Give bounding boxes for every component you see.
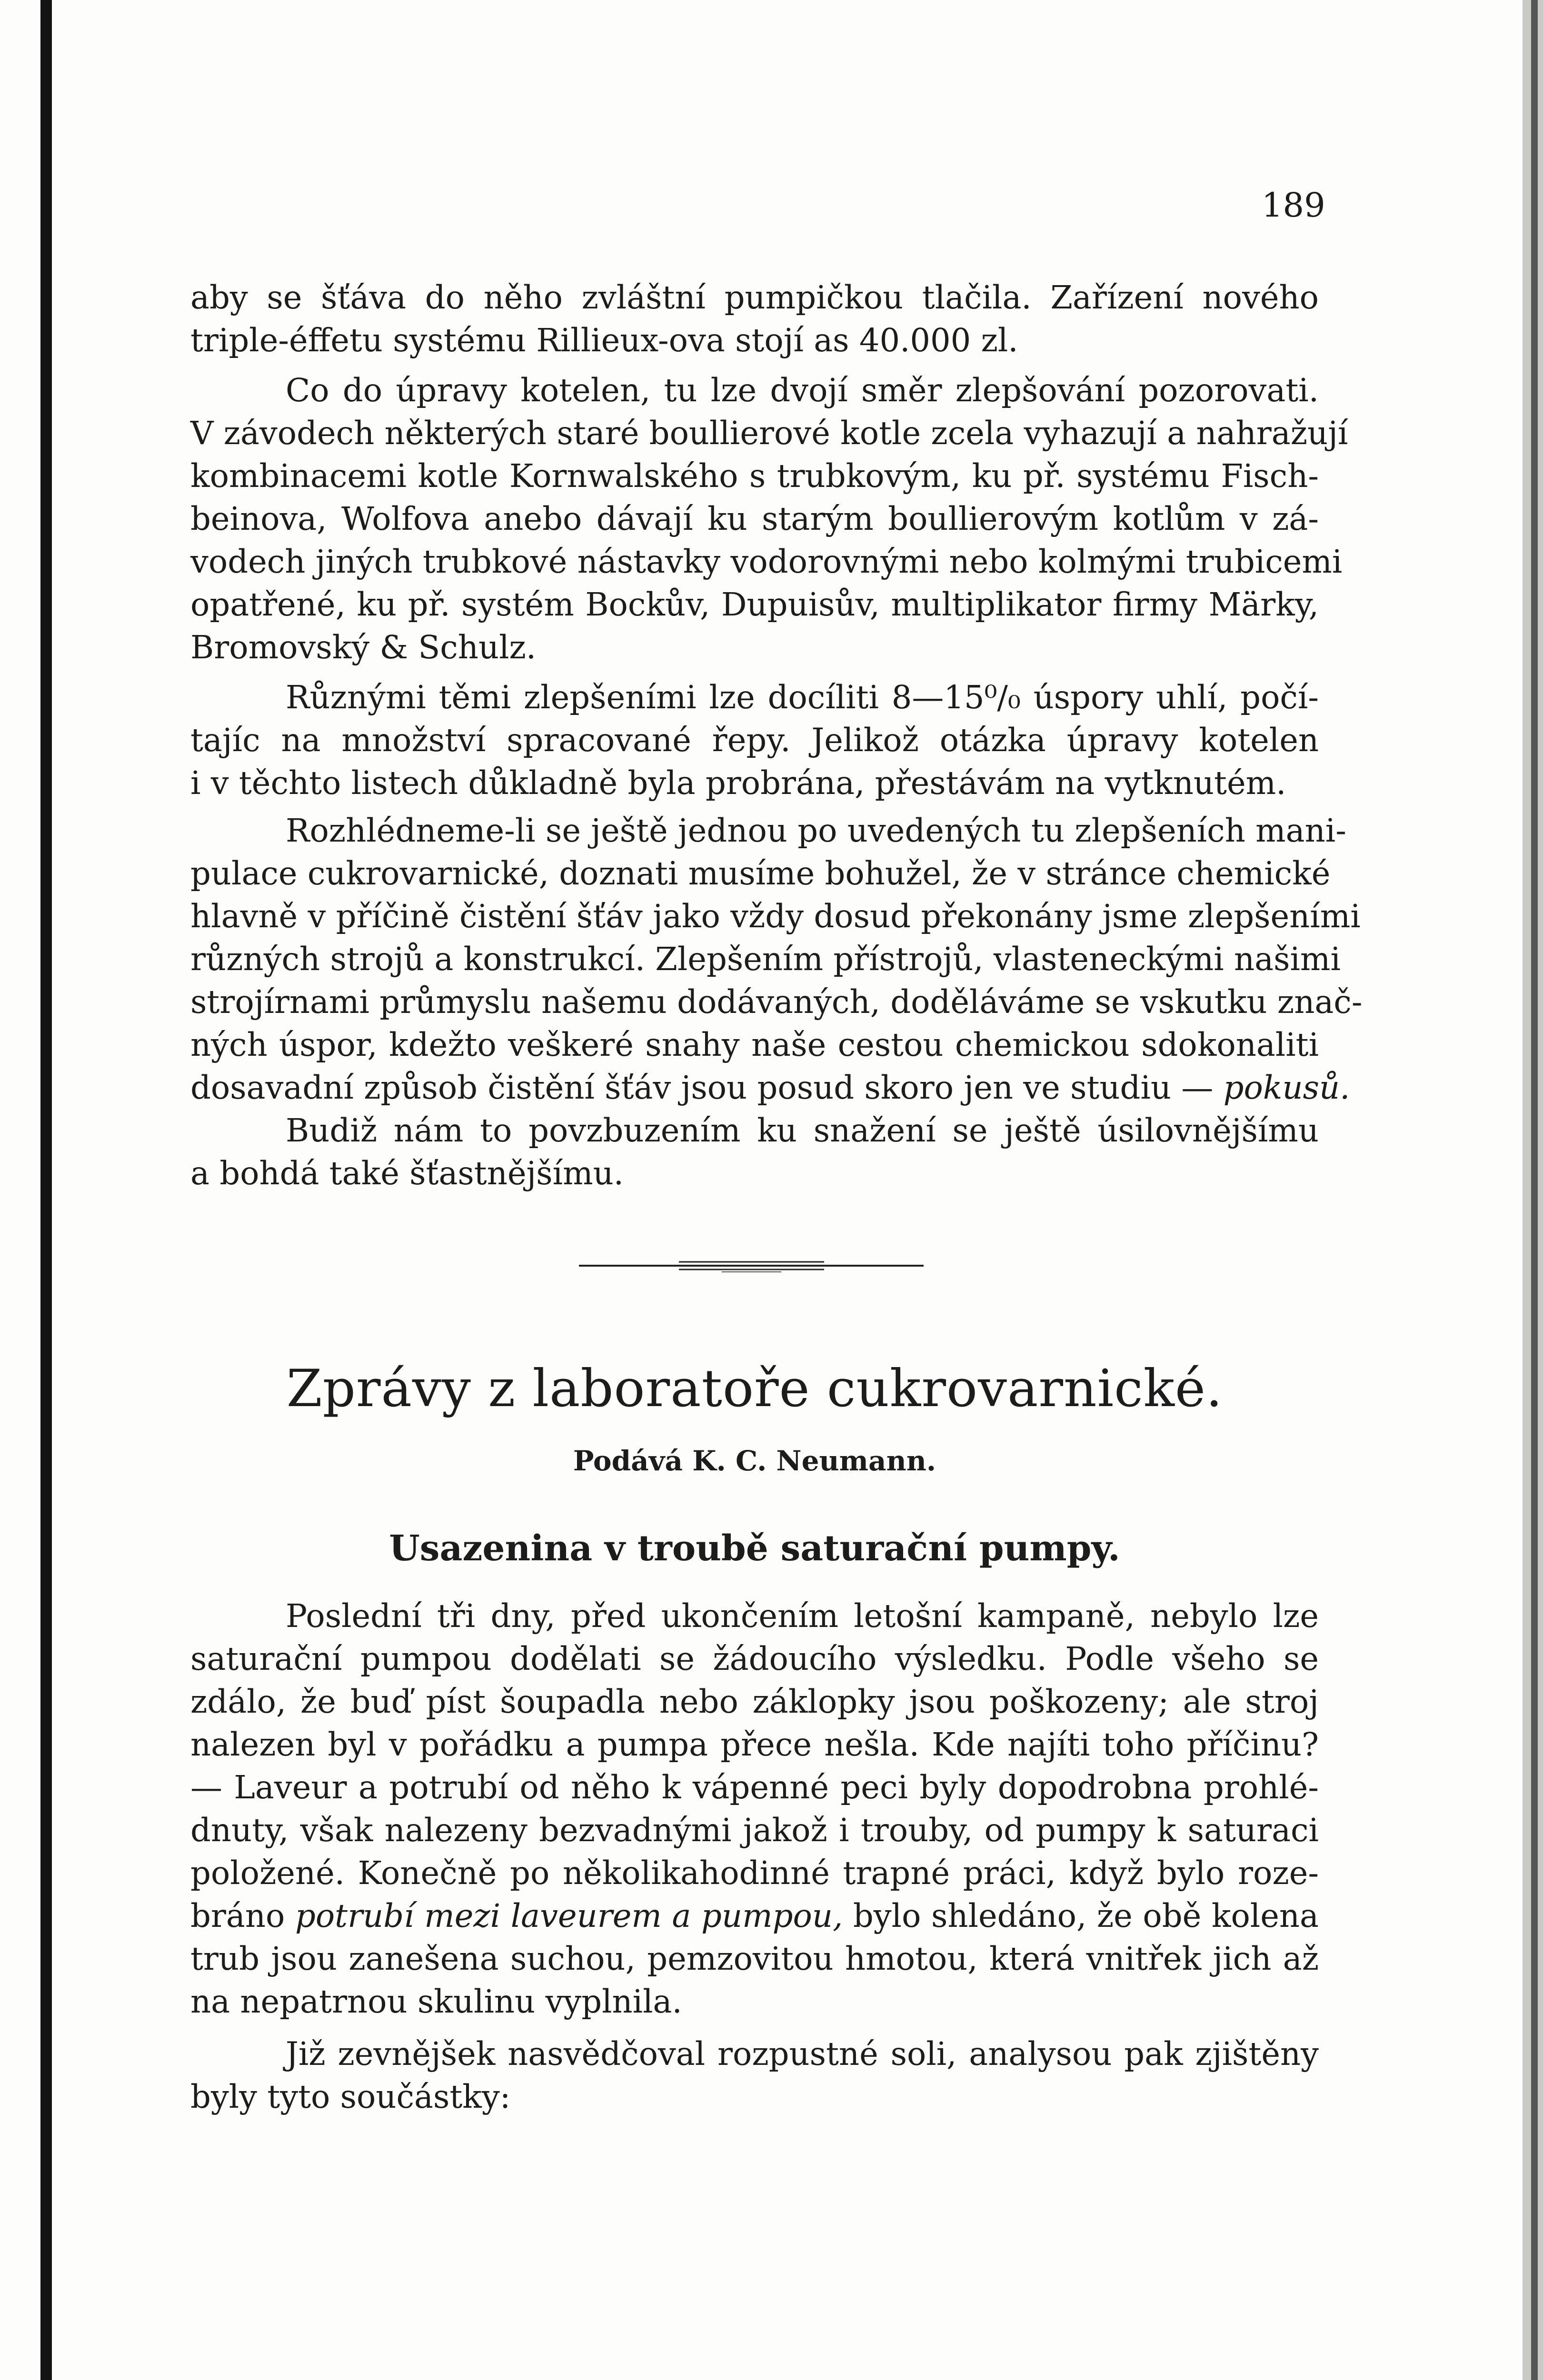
text-line: byly tyto součástky: xyxy=(190,2078,511,2115)
text-line: — Laveur a potrubí od něho k vápenné peci byly dopodrobna prohlé- xyxy=(190,1769,1319,1806)
text-line: trub jsou zanešena suchou, pemzovitou hmotou, která vnitřek jich až xyxy=(190,1940,1319,1977)
subsection-title: Usazenina v troubě saturační pumpy. xyxy=(389,1528,1120,1569)
text-line xyxy=(190,1066,1350,1109)
text-line: saturační pumpou dodělati se žádoucího výsledku. Podle všeho se xyxy=(190,1640,1319,1677)
text-line: a bohdá také šťastnějšímu. xyxy=(190,1155,624,1192)
text-line: kombinacemi kotle Kornwalského s trubkovým, ku př. systému Fisch- xyxy=(190,457,1319,495)
paragraph-intro-4 xyxy=(190,809,1363,1195)
text-line: beinova, Wolfova anebo dávají ku starým boullierovým kotlům v zá- xyxy=(190,500,1319,537)
text-line: na nepatrnou skulinu vyplnila. xyxy=(190,1983,682,2020)
text-line: hlavně v příčině čistění šťáv jako vždy dosud překonány jsme zlepšeními xyxy=(190,898,1361,935)
text-line: vodech jiných trubkové nástavky vodorovnými nebo kolmými trubicemi xyxy=(190,543,1343,580)
text-line: Poslední tři dny, před ukončením letošní kampaně, nebylo lze xyxy=(286,1597,1319,1635)
paragraph-intro-1 xyxy=(190,276,1319,362)
text-line: Bromovský & Schulz. xyxy=(190,629,537,666)
text-span: bráno xyxy=(190,1897,285,1934)
paragraph-intro-2 xyxy=(190,369,1348,669)
scan-right-edge xyxy=(1523,0,1543,2380)
emphasis-text: pokusů. xyxy=(1223,1069,1350,1106)
text-line: nalezen byl v pořádku a pumpa přece nešla. Kde najíti toho příčinu? xyxy=(190,1726,1319,1763)
text-line: pulace cukrovarnické, doznati musíme bohužel, že v stránce chemické xyxy=(190,855,1331,892)
text-line: zdálo, že buď píst šoupadla nebo záklopky jsou poškozeny; ale stroj xyxy=(190,1683,1319,1720)
text-line: Budiž nám to povzbuzením ku snažení se ještě úsilovnějšímu xyxy=(286,1112,1319,1149)
emphasis-text: potrubí mezi laveurem a pumpou, xyxy=(295,1897,843,1934)
text-line: dnuty, však nalezeny bezvadnými jakož i trouby, od pumpy k saturaci xyxy=(190,1812,1319,1849)
text-line: V závodech některých staré boullierové kotle zcela vyhazují a nahražují xyxy=(190,415,1348,452)
paragraph-intro-3 xyxy=(190,676,1319,804)
scan-left-edge xyxy=(40,0,52,2380)
author-byline: Podává K. C. Neumann. xyxy=(573,1445,936,1477)
text-span: bylo shledáno, že obě kolena xyxy=(853,1897,1319,1934)
text-line xyxy=(190,1894,1319,1937)
text-line: různých strojů a konstrukcí. Zlepšením přístrojů, vlasteneckými našimi xyxy=(190,941,1341,978)
text-line: triple-éffetu systému Rillieux-ova stojí as 40.000 zl. xyxy=(190,322,1018,359)
text-line: Již zevnějšek nasvědčoval rozpustné soli, analysou pak zjištěny xyxy=(286,2035,1319,2073)
text-line: opatřené, ku př. systém Bockův, Dupuisův, multiplikator firmy Märky, xyxy=(190,586,1319,623)
paragraph-body-1 xyxy=(190,1595,1319,2023)
text-line: Rozhlédneme-li se ještě jednou po uvedených tu zlepšeních mani- xyxy=(286,812,1346,849)
text-line: tajíc na množství spracované řepy. Jelikož otázka úpravy kotelen xyxy=(190,722,1319,759)
text-line: Co do úpravy kotelen, tu lze dvojí směr zlepšování pozorovati. xyxy=(286,372,1319,409)
text-span: dosavadní způsob čistění šťáv jsou posud skoro jen ve studiu — xyxy=(190,1069,1214,1106)
section-divider-rule xyxy=(579,1259,924,1273)
page-number: 189 xyxy=(1262,186,1325,225)
text-line: i v těchto listech důkladně byla probrána, přestávám na vytknutém. xyxy=(190,764,1286,802)
text-line: Různými těmi zlepšeními lze docíliti 8—15⁰/₀ úspory uhlí, počí- xyxy=(286,679,1319,716)
text-line: ných úspor, kdežto veškeré snahy naše cestou chemickou sdokonaliti xyxy=(190,1026,1319,1063)
section-title: Zprávy z laboratoře cukrovarnické. xyxy=(286,1359,1223,1418)
text-line: položené. Konečně po několikahodinné trapné práci, když bylo roze- xyxy=(190,1854,1319,1892)
text-line: aby se šťáva do něho zvláštní pumpičkou tlačila. Zařízení nového xyxy=(190,279,1319,316)
text-line: strojírnami průmyslu našemu dodávaných, doděláváme se vskutku znač- xyxy=(190,983,1363,1021)
paragraph-body-2 xyxy=(190,2033,1319,2118)
